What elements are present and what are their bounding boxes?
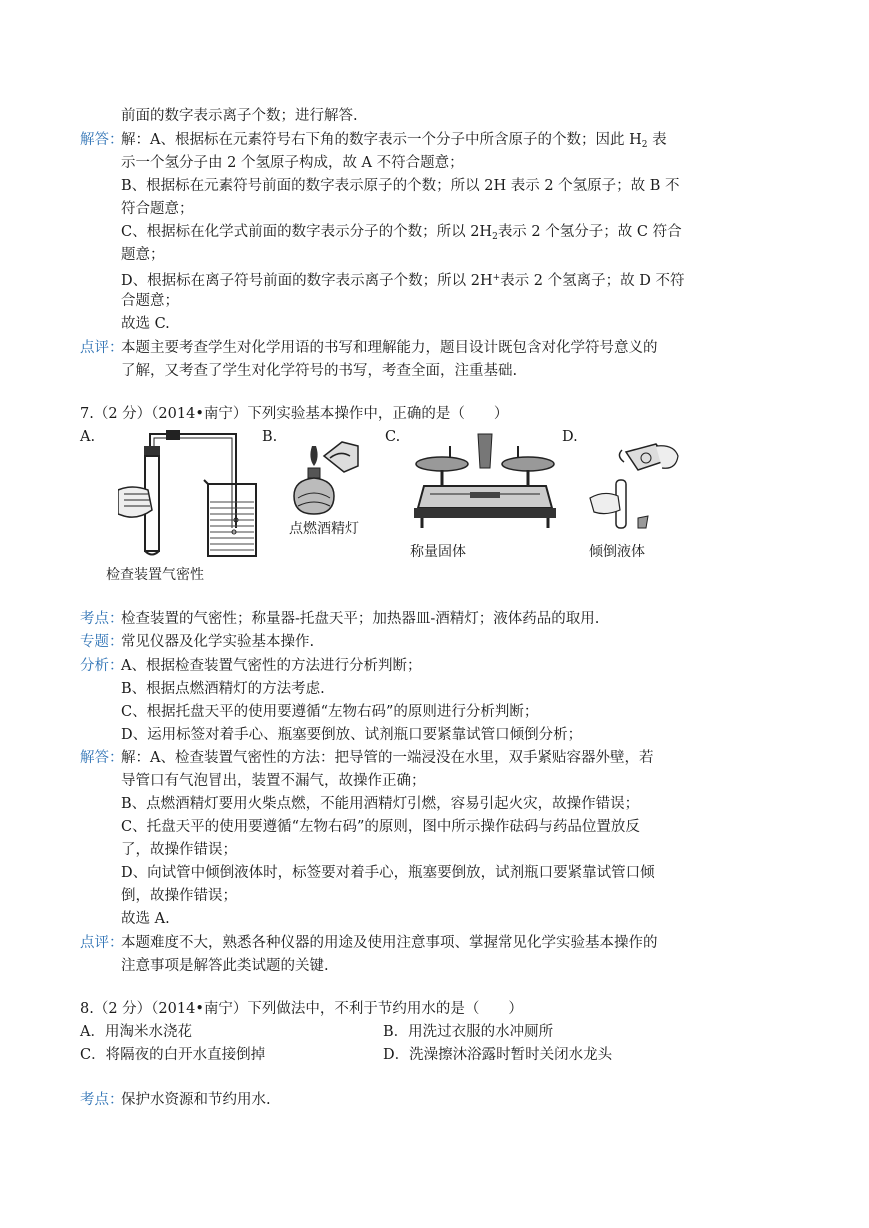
dianping-line-1: 本题难度不大，熟悉各种仪器的用途及使用注意事项、掌握常见化学实验基本操作的 [121,935,658,951]
balance-figure [410,428,560,532]
q8-option-b: B．用洗过衣服的水冲厕所 [383,1024,554,1040]
answer-line-8: 合题意； [121,293,179,309]
answer-line-6: 题意； [121,247,165,263]
analysis-tail: 前面的数字表示离子个数；进行解答. [121,108,358,124]
dianping-label: 点评： [80,935,124,951]
comment-line-1: 本题主要考查学生对化学用语的书写和理解能力，题目设计既包含对化学符号意义的 [121,340,658,356]
option-c-label: C. [385,429,401,445]
dianping-line-2: 注意事项是解答此类试题的关键. [121,958,329,974]
option-d-label: D. [562,429,578,445]
comment-line-2: 了解，又考查了学生对化学符号的书写，考查全面，注重基础. [121,363,518,379]
answer-choice: 故选 C. [121,316,170,332]
caption-c: 称量固体 [410,544,466,560]
zhuanti-text: 常见仪器及化学实验基本操作. [121,634,315,650]
question-8-title: 8.（2 分）（2014•南宁）下列做法中，不利于节约用水的是（ ） [80,1001,523,1017]
fenxi-label: 分析： [80,658,124,674]
jieda-line-1: 解：A、检查装置气密性的方法：把导管的一端浸没在水里，双手紧贴容器外壁，若 [121,750,654,766]
option-a-label: A. [80,429,96,445]
jieda-label: 解答： [80,750,124,766]
q8-option-c: C．将隔夜的白开水直接倒掉 [80,1047,266,1063]
answer-line-4: 符合题意； [121,201,194,217]
answer-label: 解答： [80,132,124,148]
q8-kaodian-text: 保护水资源和节约用水. [121,1092,271,1108]
jieda-line-5: 了，故操作错误； [121,842,237,858]
question-7-title: 7.（2 分）（2014•南宁）下列实验基本操作中，正确的是（ ） [80,406,509,422]
caption-b: 点燃酒精灯 [289,521,359,537]
caption-d: 倾倒液体 [589,544,645,560]
jieda-line-2: 导管口有气泡冒出，装置不漏气，故操作正确； [121,773,426,789]
answer-line-5: C、根据标在化学式前面的数字表示分子的个数；所以 $2H_2$表示 2 个氢分子；故 C 符合 [121,224,682,242]
answer-line-1: 解：A、根据标在元素符号右下角的数字表示一个分子中所含原子的个数；因此 $H_2$ 表 [121,132,667,150]
q8-option-a: A．用淘米水浇花 [80,1024,192,1040]
option-b-label: B. [262,429,278,445]
jieda-line-4: C、托盘天平的使用要遵循“左物右码”的原则，图中所示操作砝码与药品位置放反 [121,819,640,835]
airtightness-check-figure [118,428,268,560]
kaodian-label: 考点： [80,611,124,627]
fenxi-line-1: A、根据检查装置气密性的方法进行分析判断； [121,658,422,674]
kaodian-text: 检查装置的气密性；称量器-托盘天平；加热器皿-酒精灯；液体药品的取用. [121,611,600,627]
answer-line-3: B、根据标在元素符号前面的数字表示原子的个数；所以 2H 表示 2 个氢原子；故 B 不 [121,178,680,194]
jieda-line-3: B、点燃酒精灯要用火柴点燃，不能用酒精灯引燃，容易引起火灾，故操作错误； [121,796,640,812]
jieda-line-7: 倒，故操作错误； [121,888,237,904]
caption-a: 检查装置气密性 [106,567,204,583]
pouring-liquid-figure [586,440,686,540]
q8-option-d: D．洗澡擦沐浴露时暂时关闭水龙头 [383,1047,613,1063]
answer-line-7: D、根据标在离子符号前面的数字表示离子个数；所以 2H+表示 2 个氢离子；故 D 不符 [121,273,685,289]
comment-label: 点评： [80,340,124,356]
answer-line-2: 示一个氢分子由 2 个氢原子构成，故 A 不符合题意； [121,155,464,171]
fenxi-line-3: C、根据托盘天平的使用要遵循“左物右码”的原则进行分析判断； [121,704,539,720]
alcohol-lamp-figure [284,436,364,518]
fenxi-line-2: B、根据点燃酒精灯的方法考虑. [121,681,325,697]
jieda-line-6: D、向试管中倾倒液体时，标签要对着手心，瓶塞要倒放，试剂瓶口要紧靠试管口倾 [121,865,655,881]
fenxi-line-4: D、运用标签对着手心、瓶塞要倒放、试剂瓶口要紧靠试管口倾倒分析； [121,727,583,743]
zhuanti-label: 专题： [80,634,124,650]
jieda-line-8: 故选 A. [121,911,170,927]
q8-kaodian-label: 考点： [80,1092,124,1108]
